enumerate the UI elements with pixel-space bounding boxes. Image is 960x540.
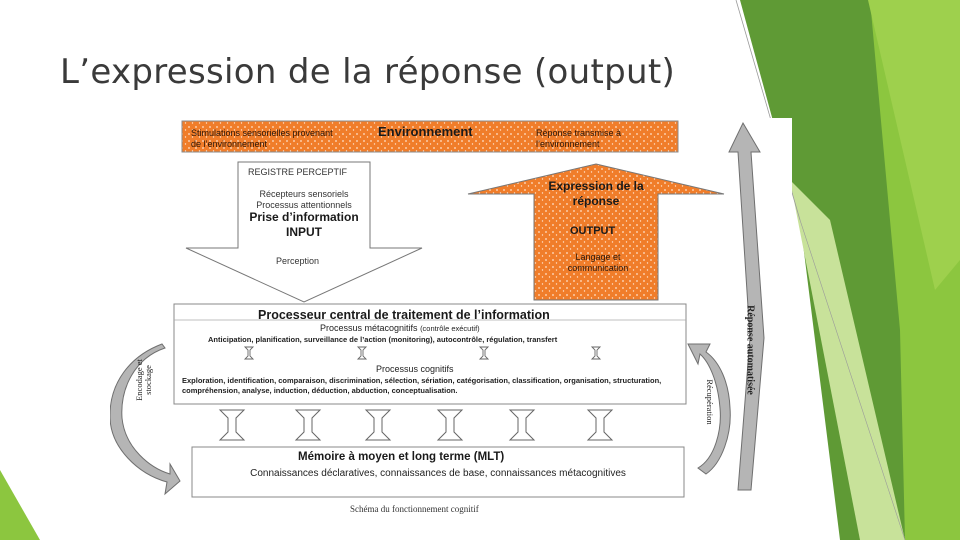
env-title: Environnement [378, 124, 473, 139]
cognitive-diagram [110, 118, 792, 516]
diagram-caption: Schéma du fonctionnement cognitif [350, 504, 479, 514]
automated-response-label: Réponse automatisée [744, 305, 756, 395]
input-label: Prise d’information INPUT [249, 210, 359, 239]
memory-subtitle: Connaissances déclaratives, connaissances de base, connaissances métacognitives [250, 468, 626, 479]
encoding-storage-label: Encodage et stockage [134, 359, 153, 401]
processor-title: Processeur central de traitement de l’information [258, 308, 550, 322]
retrieval-label: Récupération [705, 379, 715, 425]
perceptual-register-title: REGISTRE PERCEPTIF [248, 167, 348, 177]
language-label: Langage et communication [567, 252, 629, 273]
large-double-arrows [220, 410, 612, 440]
cognitive-title: Processus cognitifs [376, 364, 454, 374]
green-corner [0, 470, 40, 540]
response-expression-title: Expression de la réponse [548, 179, 644, 208]
memory-title: Mémoire à moyen et long terme (MLT) [298, 451, 505, 463]
perceptual-register-subtitle: Récepteurs sensoriels Processus attentionnels [256, 189, 352, 210]
metacognitive-note: (contrôle exécutif) [420, 324, 480, 333]
perception-label: Perception [276, 256, 320, 266]
env-response-label: Réponse transmise à l’environnement [536, 128, 622, 149]
metacognitive-title-text: Processus métacognitifs [320, 323, 418, 333]
metacognitive-title [320, 323, 480, 333]
cognitive-list: Exploration, identification, comparaison, discrimination, sélection, sériation, catégorisation, classification, organisation, structuration, compréhension, analyse, induction, déduction, abduction, conceptualisation. [182, 376, 662, 395]
env-stimuli-label: Stimulations sensorielles provenant de l’environnement [191, 128, 333, 149]
output-label: OUTPUT [570, 225, 616, 237]
slide-title: L’expression de la réponse (output) [60, 52, 676, 92]
metacognitive-list: Anticipation, planification, surveillance de l’action (monitoring), autocontrôle, régulation, transfert [208, 335, 558, 344]
